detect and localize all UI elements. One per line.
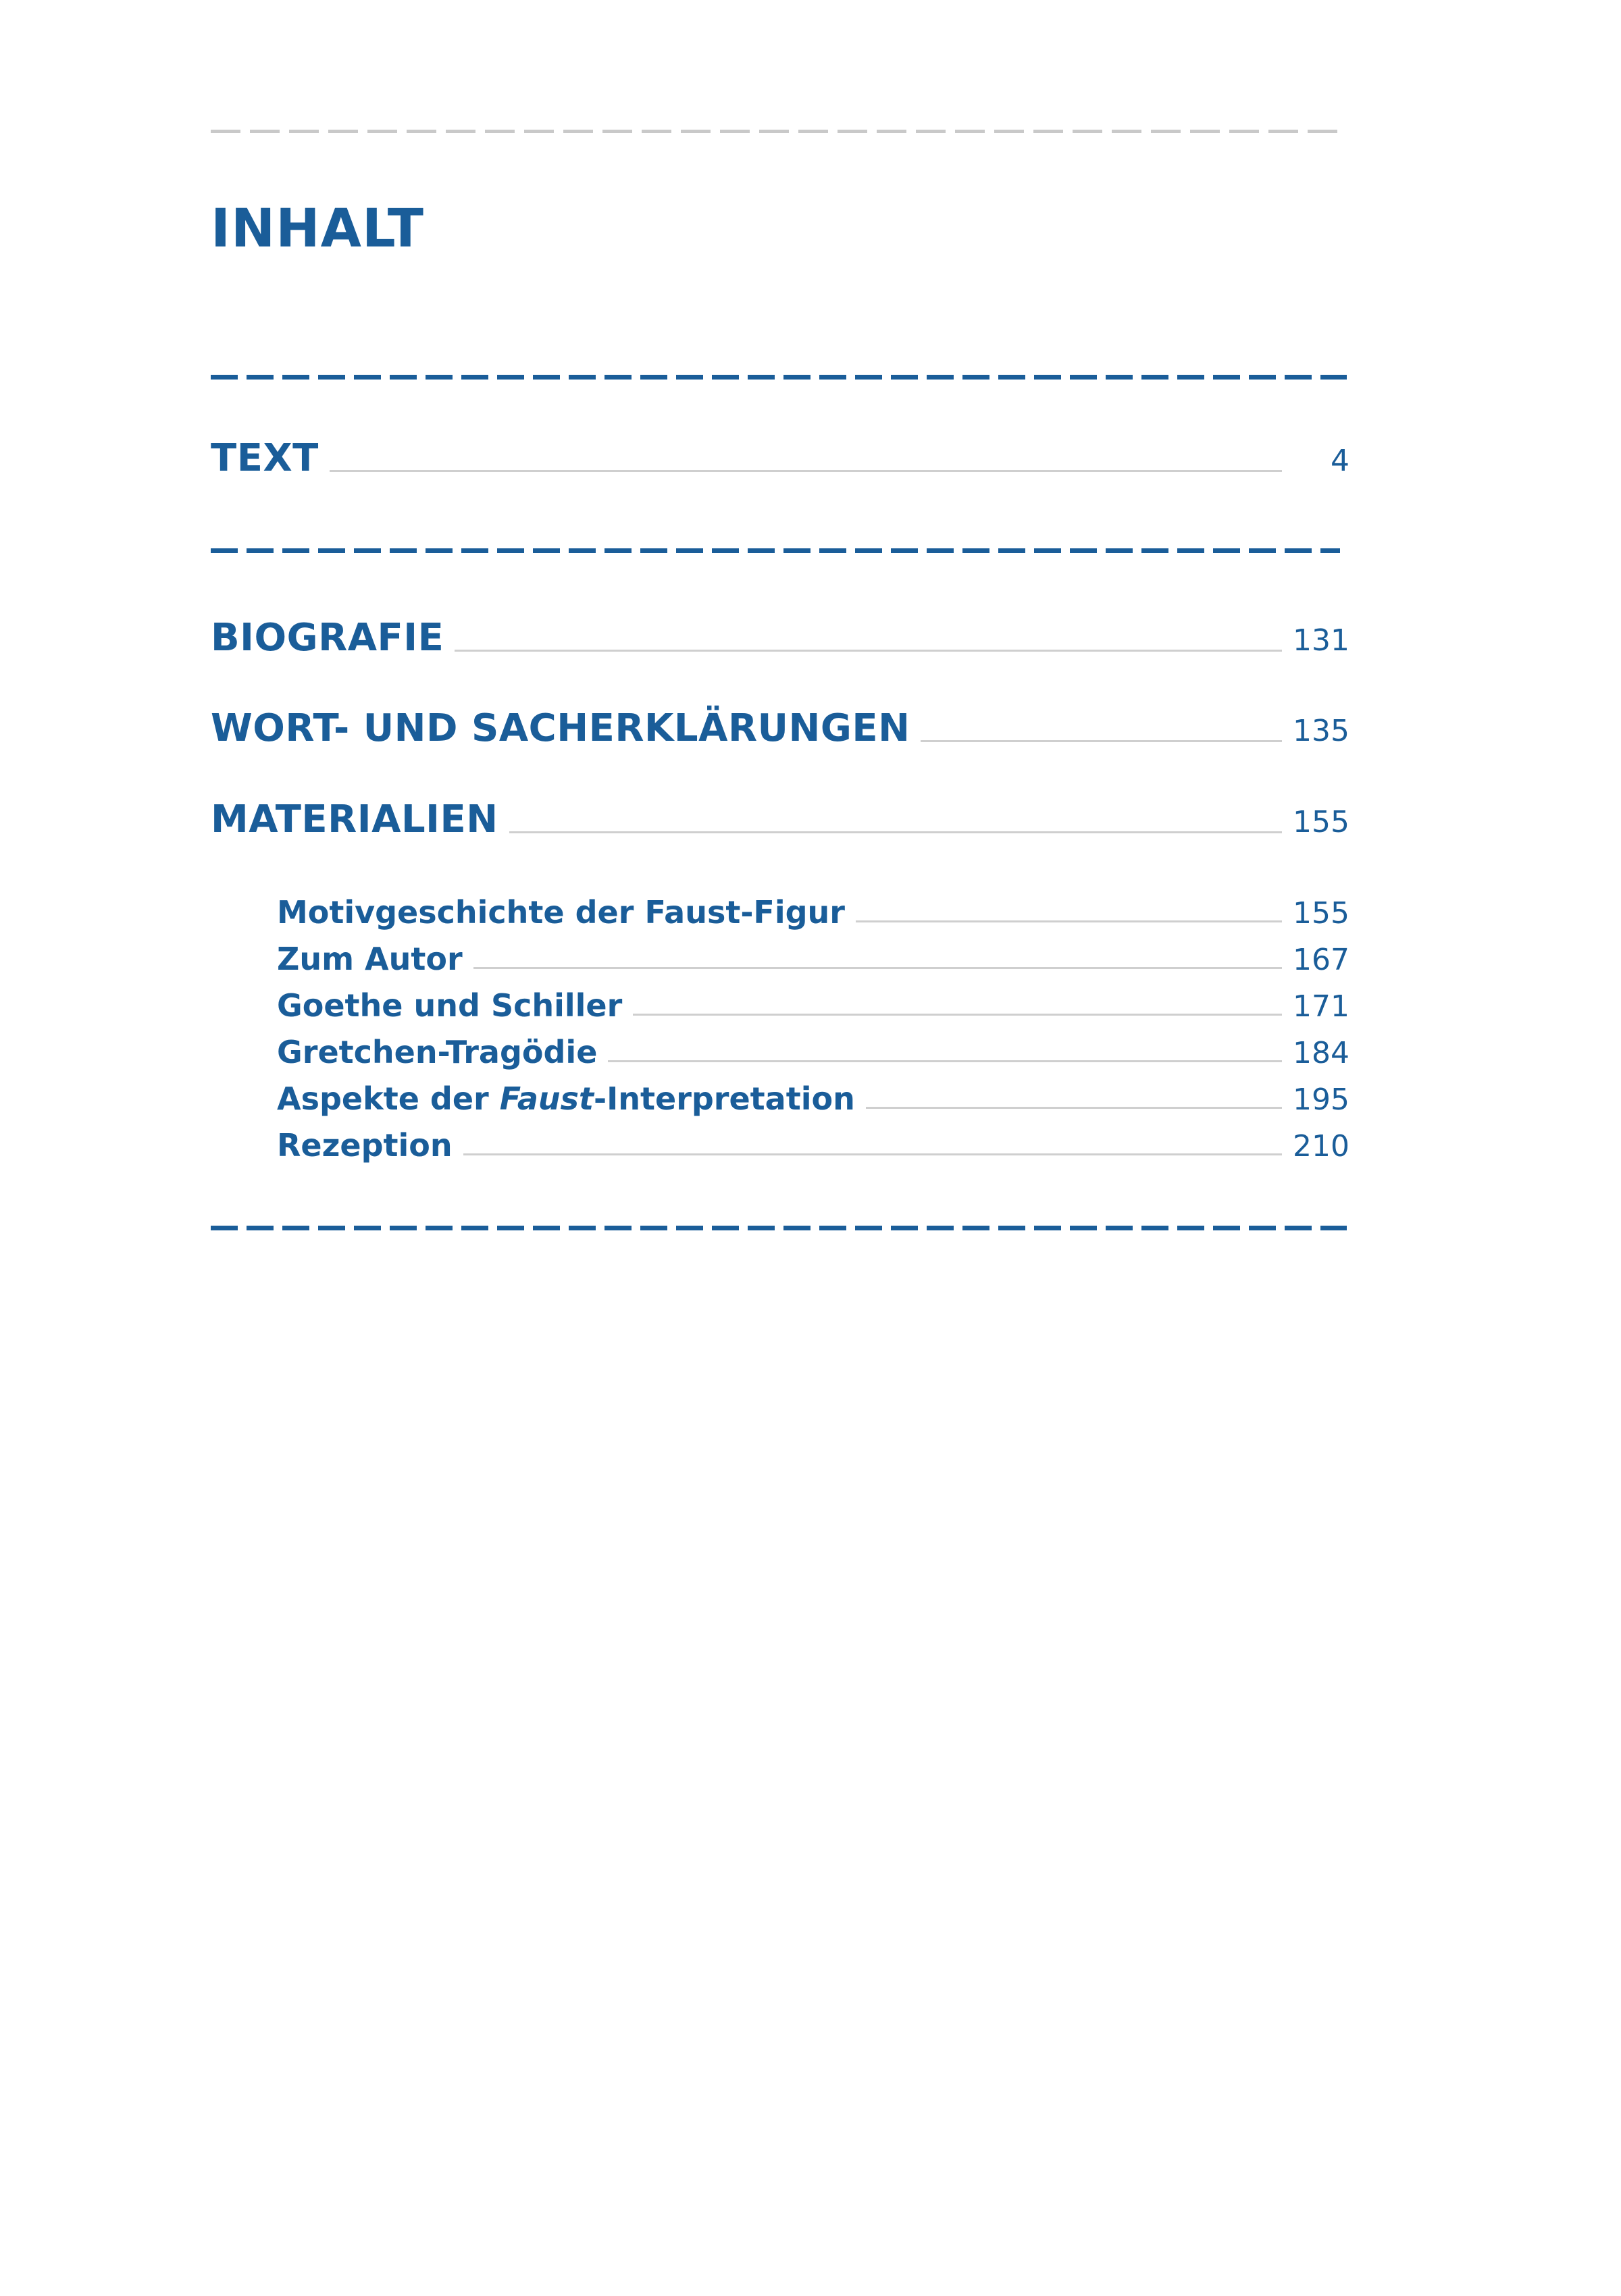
leader-line bbox=[473, 967, 1282, 969]
leader-line bbox=[866, 1107, 1282, 1109]
page-number: 155 bbox=[1293, 805, 1349, 839]
page-number: 195 bbox=[1293, 1082, 1349, 1117]
toc-entry-label: MATERIALIEN bbox=[211, 798, 498, 841]
toc-entry-biografie[interactable] bbox=[211, 616, 1349, 660]
dashed-rule bbox=[211, 1226, 1347, 1230]
label-suffix: -Interpretation bbox=[594, 1080, 855, 1117]
toc-subentry-label: Gretchen-Tragödie bbox=[277, 1034, 598, 1070]
label-italic-title: Faust bbox=[499, 1080, 594, 1117]
toc-subentry-label: Motivgeschichte der Faust-Figur bbox=[277, 894, 845, 931]
toc-subentry-rezeption[interactable] bbox=[277, 1127, 1349, 1164]
page-number: 184 bbox=[1293, 1036, 1349, 1070]
top-dashed-rule bbox=[211, 130, 1347, 133]
leader-line bbox=[463, 1153, 1282, 1155]
toc-subentry-zum-autor[interactable] bbox=[277, 941, 1349, 977]
page-title: INHALT bbox=[211, 199, 424, 259]
page-number: 167 bbox=[1293, 943, 1349, 977]
toc-subentry-gretchen-tragoedie[interactable] bbox=[277, 1034, 1349, 1070]
page-number: 131 bbox=[1293, 623, 1349, 658]
leader-line bbox=[330, 470, 1282, 472]
dashed-rule bbox=[211, 548, 1340, 553]
toc-subentry-label: Zum Autor bbox=[277, 941, 463, 977]
leader-line bbox=[455, 650, 1282, 652]
toc-entry-label: BIOGRAFIE bbox=[211, 616, 444, 660]
leader-line bbox=[608, 1060, 1282, 1062]
toc-subentry-label: Goethe und Schiller bbox=[277, 987, 623, 1024]
page-number: 4 bbox=[1331, 444, 1349, 478]
page-number: 155 bbox=[1293, 896, 1349, 931]
toc-entry-label: WORT- UND SACHERKLÄRUNGEN bbox=[211, 706, 910, 750]
toc-entry-materialien[interactable] bbox=[211, 798, 1349, 841]
toc-subentry-label bbox=[277, 1080, 855, 1117]
toc-subentry-goethe-und-schiller[interactable] bbox=[277, 987, 1349, 1024]
leader-line bbox=[633, 1014, 1282, 1016]
page-number: 210 bbox=[1293, 1129, 1349, 1164]
toc-subentry-aspekte-der-faust-interpretation[interactable] bbox=[277, 1080, 1349, 1117]
dashed-rule bbox=[211, 375, 1347, 380]
page-number: 171 bbox=[1293, 989, 1349, 1024]
toc-entry-label: TEXT bbox=[211, 436, 319, 480]
leader-line bbox=[921, 740, 1282, 742]
leader-line bbox=[856, 920, 1282, 922]
toc-entry-wort-und-sacherklaerungen[interactable] bbox=[211, 706, 1349, 750]
toc-subentry-label: Rezeption bbox=[277, 1127, 453, 1164]
toc-entry-text[interactable] bbox=[211, 436, 1349, 480]
toc-subentry-motivgeschichte[interactable] bbox=[277, 894, 1349, 931]
leader-line bbox=[509, 831, 1282, 833]
page-number: 135 bbox=[1293, 714, 1349, 748]
label-prefix: Aspekte der bbox=[277, 1080, 500, 1117]
